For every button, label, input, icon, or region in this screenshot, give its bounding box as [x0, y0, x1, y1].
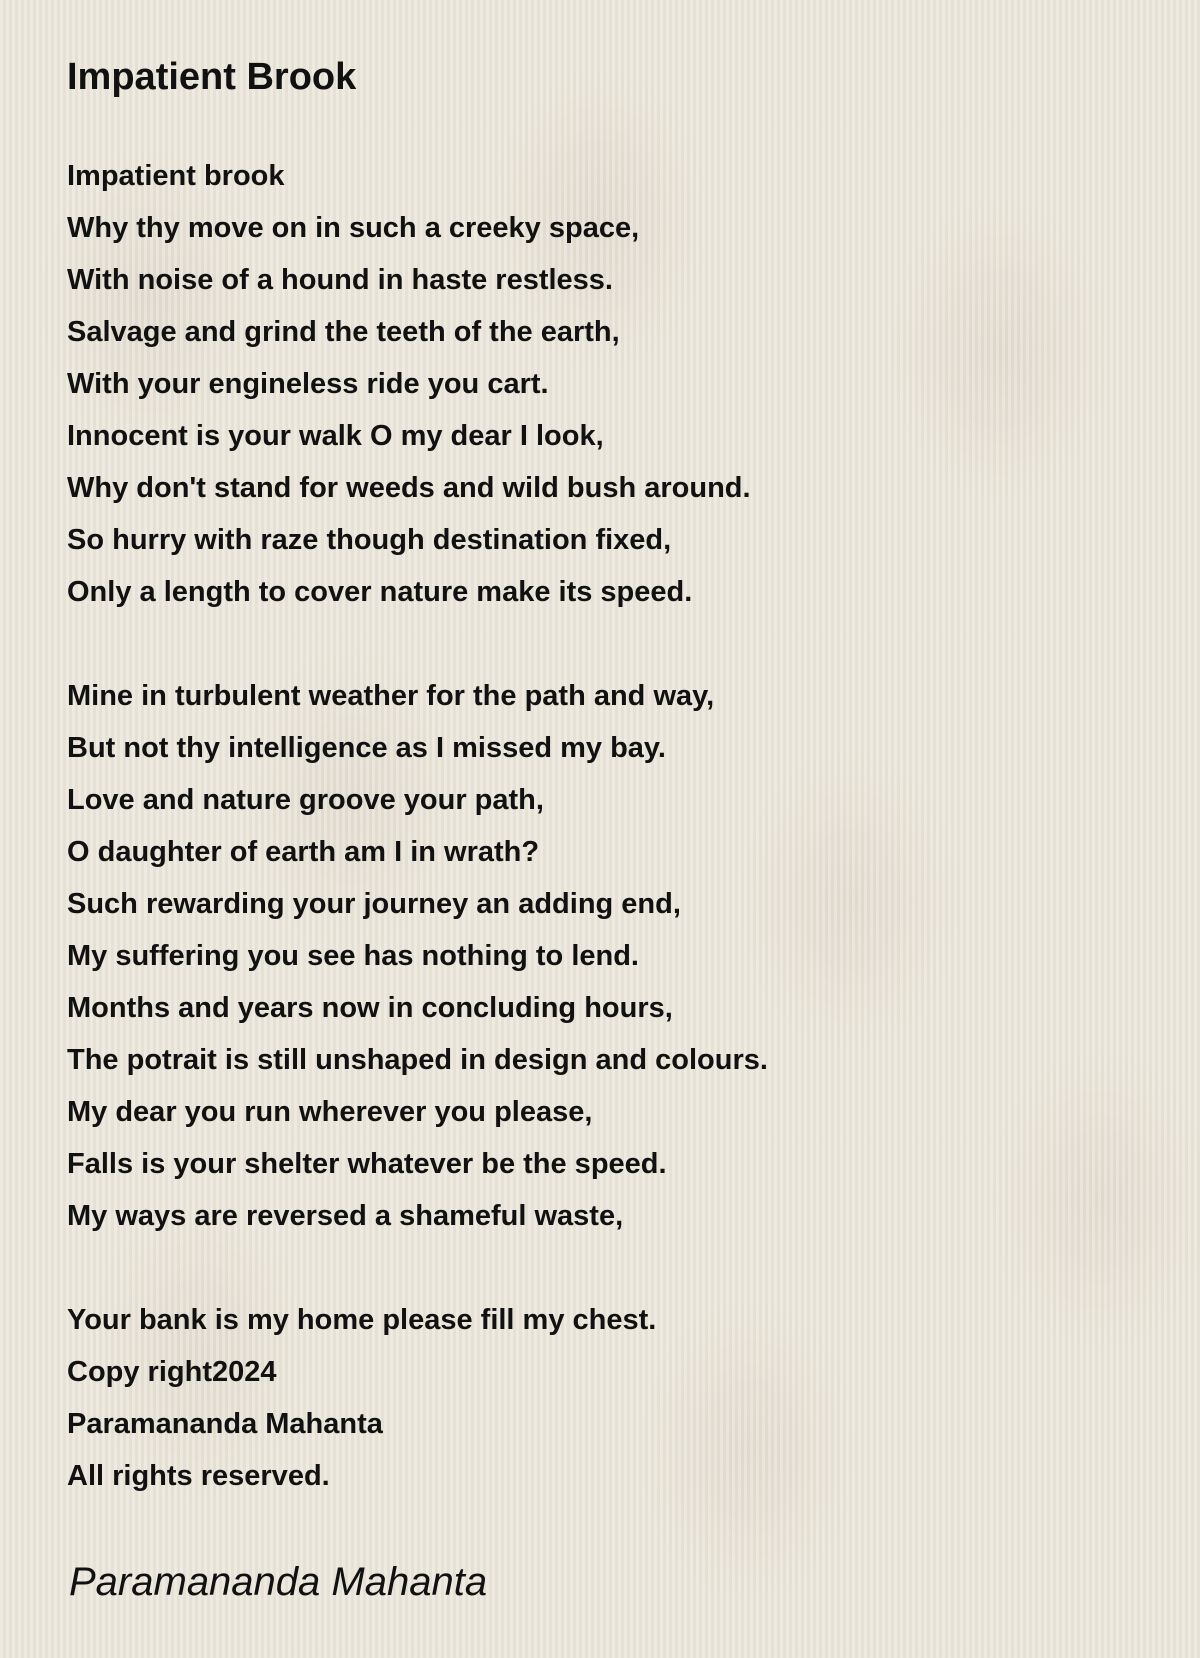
author-line: Paramananda Mahanta — [67, 1408, 383, 1440]
poem-line: O daughter of earth am I in wrath? — [67, 836, 540, 868]
poem-line: The potrait is still unshaped in design and colours. — [67, 1044, 768, 1076]
stanza-2 — [67, 670, 1167, 1242]
rights-line: All rights reserved. — [67, 1460, 330, 1492]
poem-line: My suffering you see has nothing to lend. — [67, 940, 639, 972]
copyright-line: Copy right2024 — [67, 1356, 277, 1388]
poem-line: So hurry with raze though destination fixed, — [67, 524, 672, 556]
poem-line: Falls is your shelter whatever be the speed. — [67, 1148, 667, 1180]
poem-line: Only a length to cover nature make its speed. — [67, 576, 693, 608]
poem-line: My ways are reversed a shameful waste, — [67, 1200, 624, 1232]
poem-line: But not thy intelligence as I missed my bay. — [67, 732, 666, 764]
poem-line: Your bank is my home please fill my chest. — [67, 1304, 657, 1336]
poem-title: Impatient Brook — [67, 56, 357, 98]
poem-line: My dear you run wherever you please, — [67, 1096, 593, 1128]
poem-line: With your engineless ride you cart. — [67, 368, 549, 400]
poem-line: Impatient brook — [67, 160, 285, 192]
poem-line: Months and years now in concluding hours, — [67, 992, 673, 1024]
author-signature: Paramananda Mahanta — [69, 1560, 488, 1604]
poem-line: Mine in turbulent weather for the path and way, — [67, 680, 715, 712]
poem-line: Why thy move on in such a creeky space, — [67, 212, 640, 244]
stanza-3 — [67, 1294, 1167, 1502]
poem-line: With noise of a hound in haste restless. — [67, 264, 613, 296]
poem-line: Salvage and grind the teeth of the earth, — [67, 316, 620, 348]
poem-line: Love and nature groove your path, — [67, 784, 544, 816]
stanza-1 — [67, 150, 1167, 618]
poem-body — [67, 150, 1167, 1502]
poem-line: Innocent is your walk O my dear I look, — [67, 420, 604, 452]
poem-line: Such rewarding your journey an adding end, — [67, 888, 681, 920]
poem-line: Why don't stand for weeds and wild bush around. — [67, 472, 751, 504]
